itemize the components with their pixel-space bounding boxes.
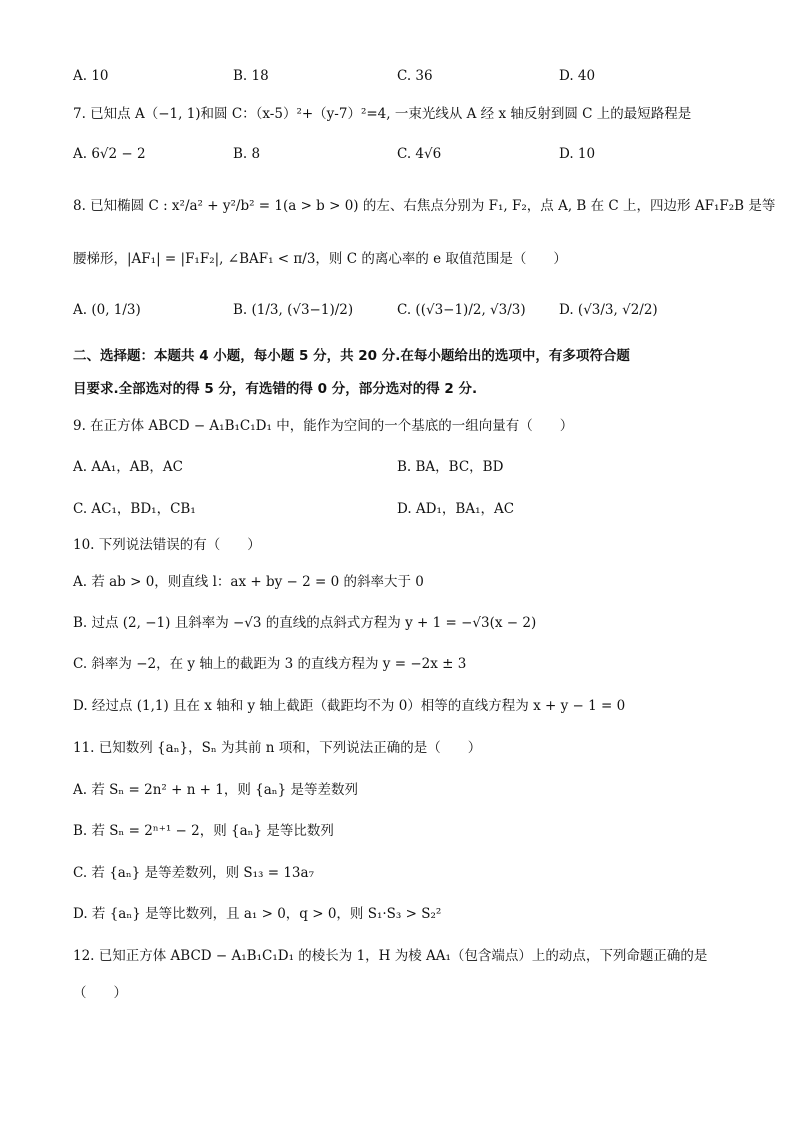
q8-option-d: D. (√3/3, √2/2)	[559, 302, 658, 318]
q9-option-b: B. BA，BC，BD	[397, 459, 504, 475]
q8-option-c: C. ((√3−1)/2, √3/3)	[397, 302, 526, 318]
q9-option-a: A. AA₁，AB，AC	[73, 459, 183, 475]
q7-option-a: A. 6√2 − 2	[73, 146, 146, 162]
q11-option-b: B. 若 Sₙ = 2ⁿ⁺¹ − 2，则 {aₙ} 是等比数列	[73, 823, 334, 839]
q7-option-b: B. 8	[233, 146, 261, 162]
q8-option-a: A. (0, 1/3)	[73, 302, 141, 318]
q10-option-b: B. 过点 (2, −1) 且斜率为 −√3 的直线的点斜式方程为 y + 1 = −√3(x − 2)	[73, 615, 537, 631]
q11-option-a: A. 若 Sₙ = 2n² + n + 1，则 {aₙ} 是等差数列	[73, 782, 359, 798]
q10-question: 10. 下列说法错误的有（ ）	[73, 537, 261, 553]
q8-option-b: B. (1/3, (√3−1)/2)	[233, 302, 354, 318]
q11-option-d: D. 若 {aₙ} 是等比数列，且 a₁ > 0，q > 0，则 S₁·S₃ > S₂²	[73, 906, 442, 922]
q8-question-line1: 8. 已知椭圆 C : x²/a² + y²/b² = 1(a > b > 0) 的左、右焦点分别为 F₁, F₂，点 A, B 在 C 上，四边形 AF₁F₂B 是等	[73, 198, 776, 214]
q6-option-c: C. 36	[397, 68, 433, 84]
section-heading-line2: 目要求.全部选对的得 5 分，有选错的得 0 分，部分选对的得 2 分.	[73, 381, 478, 397]
q7-option-c: C. 4√6	[397, 146, 442, 162]
q7-option-d: D. 10	[559, 146, 596, 162]
q9-option-c: C. AC₁，BD₁，CB₁	[73, 501, 196, 517]
q7-question: 7. 已知点 A（−1, 1)和圆 C：（x-5）²+（y-7）²=4, 一束光线从 A 经 x 轴反射到圆 C 上的最短路程是	[73, 106, 692, 122]
q9-question: 9. 在正方体 ABCD − A₁B₁C₁D₁ 中，能作为空间的一个基底的一组向量有（ ）	[73, 418, 574, 434]
q6-option-b: B. 18	[233, 68, 269, 84]
q12-question-line2: （ ）	[73, 985, 127, 1001]
section-heading-line1: 二、选择题：本题共 4 小题，每小题 5 分，共 20 分.在每小题给出的选项中，有多项符合题	[73, 348, 630, 364]
q11-question: 11. 已知数列 {aₙ}，Sₙ 为其前 n 项和，下列说法正确的是（ ）	[73, 740, 482, 756]
q6-option-d: D. 40	[559, 68, 596, 84]
q8-question-line2: 腰梯形，|AF₁| = |F₁F₂|, ∠BAF₁ < π/3，则 C 的离心率的 e 取值范围是（ ）	[73, 251, 567, 267]
q10-option-c: C. 斜率为 −2，在 y 轴上的截距为 3 的直线方程为 y = −2x ± 3	[73, 656, 467, 672]
q12-question-line1: 12. 已知正方体 ABCD − A₁B₁C₁D₁ 的棱长为 1，H 为棱 AA₁（包含端点）上的动点，下列命题正确的是	[73, 948, 708, 964]
q10-option-d: D. 经过点 (1,1) 且在 x 轴和 y 轴上截距（截距均不为 0）相等的直线方程为 x + y − 1 = 0	[73, 698, 626, 714]
q11-option-c: C. 若 {aₙ} 是等差数列，则 S₁₃ = 13a₇	[73, 865, 314, 881]
q9-option-d: D. AD₁，BA₁，AC	[397, 501, 515, 517]
q6-option-a: A. 10	[73, 68, 109, 84]
q10-option-a: A. 若 ab > 0，则直线 l：ax + by − 2 = 0 的斜率大于 0	[73, 574, 424, 590]
